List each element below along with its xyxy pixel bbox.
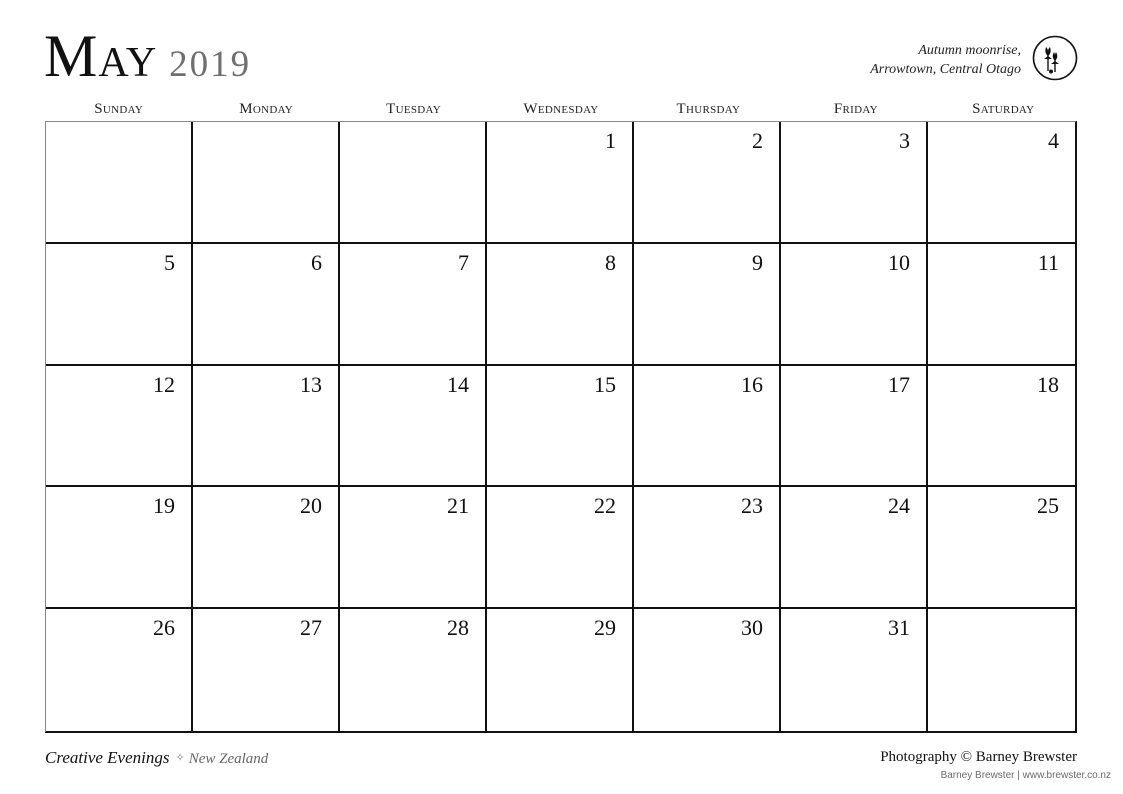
day-cell[interactable] (340, 366, 487, 488)
day-cell[interactable] (928, 487, 1075, 609)
day-cell[interactable] (193, 244, 340, 366)
day-cell[interactable] (781, 609, 928, 731)
day-number: 22 (594, 493, 616, 519)
day-cell[interactable] (928, 122, 1075, 244)
day-number: 23 (741, 493, 763, 519)
day-cell[interactable] (487, 122, 634, 244)
weekday-saturday: Saturday (972, 101, 1035, 117)
year: 2019 (169, 44, 252, 85)
day-number: 1 (605, 128, 616, 153)
day-number: 31 (888, 615, 910, 641)
weekday-monday: Monday (239, 101, 294, 117)
brand-place: New Zealand (188, 751, 269, 767)
weekday-thursday: Thursday (676, 101, 741, 117)
day-cell[interactable] (46, 609, 193, 731)
day-cell[interactable] (487, 244, 634, 366)
day-number: 10 (888, 249, 910, 275)
day-number: 6 (311, 249, 322, 275)
day-number: 5 (164, 249, 175, 275)
day-number: 9 (752, 249, 763, 275)
day-number: 11 (1037, 249, 1059, 275)
photo-caption (870, 41, 1021, 79)
day-cell[interactable] (193, 609, 340, 731)
day-number: 16 (741, 371, 763, 397)
website-line[interactable]: Barney Brewster | www.brewster.co.nz (940, 770, 1111, 781)
weekday-header-row (45, 98, 1077, 120)
day-number: 3 (899, 128, 910, 153)
day-cell[interactable] (781, 487, 928, 609)
month-name: May (44, 23, 158, 89)
day-cell[interactable] (634, 122, 781, 244)
footer-brand (45, 748, 268, 768)
page-title (44, 23, 252, 89)
day-number: 12 (153, 371, 175, 397)
weekday-friday: Friday (833, 101, 878, 117)
day-cell[interactable] (781, 122, 928, 244)
day-cell[interactable] (340, 487, 487, 609)
day-number: 7 (458, 249, 469, 275)
day-cell[interactable] (46, 122, 193, 244)
day-number: 15 (594, 371, 616, 397)
day-cell[interactable] (193, 122, 340, 244)
day-cell[interactable] (193, 366, 340, 488)
day-cell[interactable] (781, 244, 928, 366)
weekday-wednesday: Wednesday (523, 101, 599, 117)
weekday-tuesday: Tuesday (386, 101, 441, 117)
sparkle-separator-icon: ✧ (175, 752, 185, 764)
day-number: 14 (447, 371, 469, 397)
day-cell[interactable] (928, 244, 1075, 366)
day-cell[interactable] (487, 487, 634, 609)
day-number: 25 (1037, 493, 1059, 519)
day-number: 2 (752, 128, 763, 153)
day-cell[interactable] (46, 487, 193, 609)
day-number: 13 (300, 371, 322, 397)
day-cell[interactable] (487, 366, 634, 488)
caption-line-2: Arrowtown, Central Otago (870, 62, 1021, 77)
day-cell[interactable] (634, 366, 781, 488)
day-number: 28 (447, 615, 469, 641)
day-number: 19 (153, 493, 175, 519)
day-number: 4 (1048, 128, 1059, 153)
day-number: 8 (605, 249, 616, 275)
day-cell[interactable] (928, 366, 1075, 488)
brand-name: Creative Evenings (45, 748, 170, 767)
day-cell[interactable] (928, 609, 1075, 731)
day-cell[interactable] (340, 609, 487, 731)
day-number: 26 (153, 615, 175, 641)
day-cell[interactable] (193, 487, 340, 609)
day-number: 18 (1037, 371, 1059, 397)
day-cell[interactable] (634, 487, 781, 609)
day-number: 27 (300, 615, 322, 641)
day-cell[interactable] (634, 609, 781, 731)
flower-moon-emblem-icon (1032, 35, 1078, 81)
day-number: 29 (594, 615, 616, 641)
day-cell[interactable] (634, 244, 781, 366)
day-number: 21 (447, 493, 469, 519)
day-number: 20 (300, 493, 322, 519)
calendar-grid (45, 121, 1077, 733)
weekday-sunday: Sunday (94, 101, 144, 117)
day-cell[interactable] (340, 122, 487, 244)
day-cell[interactable] (46, 244, 193, 366)
day-number: 30 (741, 615, 763, 641)
photo-credit: Photography © Barney Brewster (880, 749, 1077, 765)
caption-line-1: Autumn moonrise, (918, 43, 1021, 58)
day-cell[interactable] (340, 244, 487, 366)
day-cell[interactable] (46, 366, 193, 488)
day-cell[interactable] (487, 609, 634, 731)
day-cell[interactable] (781, 366, 928, 488)
day-number: 24 (888, 493, 910, 519)
day-number: 17 (888, 371, 910, 397)
